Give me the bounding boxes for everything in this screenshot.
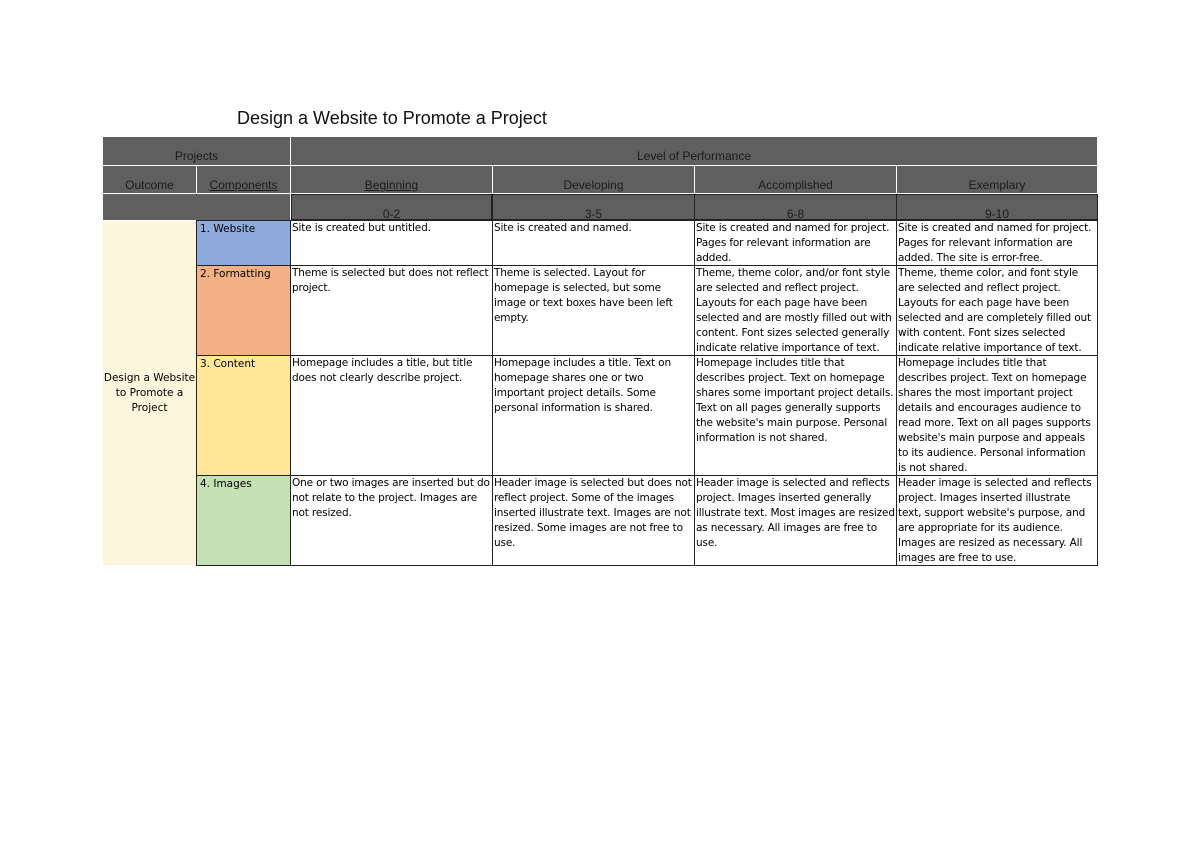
range-developing-label: 3-5	[584, 207, 603, 220]
website-beginning-text: Site is created but untitled.	[292, 222, 431, 234]
content-exemplary-text: Homepage includes title that describes project. Text on homepage shares the most important project details and encourages audience to read more. Text on all pages supports website's main purpose and appeals to its audience. Personal information is not shared.	[898, 357, 1091, 474]
page-title: Design a Website to Promote a Project	[237, 108, 547, 128]
component-content	[196, 355, 292, 476]
level-of-performance-header	[291, 137, 1097, 165]
formatting-exemplary-cell	[896, 265, 1098, 356]
content-exemplary-cell	[896, 355, 1098, 476]
outcome-cell	[103, 221, 196, 565]
website-developing-text: Site is created and named.	[494, 222, 632, 234]
range-developing	[492, 194, 695, 220]
projects-header-label: Projects	[174, 149, 219, 163]
component-images	[196, 475, 292, 566]
images-developing-text: Header image is selected but does not reflect project. Some of the images inserted illustrate text. Images are not resized. Some images are not free to use.	[494, 477, 692, 549]
level-exemplary-header	[897, 166, 1097, 193]
component-images-label: 4. Images	[200, 478, 252, 490]
component-formatting	[196, 265, 292, 356]
component-website	[196, 220, 292, 266]
range-header-blank	[103, 194, 290, 220]
images-exemplary-text: Header image is selected and reflects project. Images inserted illustrate text, support website's purpose, and are appropriate for its audience. Images are resized as necessary. All images are free to use.	[898, 477, 1092, 564]
level-developing-label: Developing	[563, 178, 624, 192]
range-exemplary	[896, 194, 1098, 220]
website-beginning-cell	[290, 220, 493, 266]
level-beginning-header	[291, 166, 492, 193]
range-accomplished-label: 6-8	[786, 207, 805, 220]
images-exemplary-cell	[896, 475, 1098, 566]
component-website-label: 1. Website	[200, 223, 256, 235]
level-accomplished-header	[695, 166, 896, 193]
components-header	[197, 166, 290, 193]
website-accomplished-text: Site is created and named for project. Pages for relevant information are added.	[696, 222, 890, 264]
component-formatting-label: 2. Formatting	[200, 268, 271, 280]
outcome-header-label: Outcome	[125, 178, 174, 192]
components-header-label: Components	[209, 178, 278, 192]
content-accomplished-text: Homepage includes title that describes project. Text on homepage shares some important project details. Text on all pages generally supports the website's main purpose. Personal information is not shared.	[696, 357, 894, 444]
website-developing-cell	[492, 220, 695, 266]
level-exemplary-label: Exemplary	[968, 178, 1026, 192]
images-beginning-text: One or two images are inserted but do not relate to the project. Images are not resized.	[292, 477, 490, 519]
range-exemplary-label: 9-10	[984, 207, 1010, 220]
level-developing-header	[493, 166, 694, 193]
formatting-accomplished-cell	[694, 265, 897, 356]
formatting-beginning-cell	[290, 265, 493, 356]
outcome-text: Design a Website to Promote a Project	[103, 371, 196, 414]
content-beginning-text: Homepage includes a title, but title does not clearly describe project.	[292, 357, 473, 384]
formatting-accomplished-text: Theme, theme color, and/or font style are selected and reflect project. Layouts for each page have been selected and are mostly filled out with content. Font sizes selected generally indicate relative importance of text.	[696, 267, 892, 354]
level-beginning-label: Beginning	[364, 178, 419, 192]
content-accomplished-cell	[694, 355, 897, 476]
website-exemplary-cell	[896, 220, 1098, 266]
content-developing-text: Homepage includes a title. Text on homepage shares one or two important project details. Some personal information is shared.	[494, 357, 671, 414]
projects-header	[103, 137, 290, 165]
images-developing-cell	[492, 475, 695, 566]
range-beginning-label: 0-2	[382, 207, 401, 220]
images-accomplished-cell	[694, 475, 897, 566]
website-exemplary-text: Site is created and named for project. Pages for relevant information are added. The site is error-free.	[898, 222, 1092, 264]
images-accomplished-text: Header image is selected and reflects project. Images inserted generally illustrate text. Most images are resized as necessary. All images are free to use.	[696, 477, 895, 549]
range-accomplished	[694, 194, 897, 220]
formatting-beginning-text: Theme is selected but does not reflect project.	[292, 267, 489, 294]
content-developing-cell	[492, 355, 695, 476]
images-beginning-cell	[290, 475, 493, 566]
content-beginning-cell	[290, 355, 493, 476]
formatting-exemplary-text: Theme, theme color, and font style are selected and reflect project. Layouts for each page have been selected and are completely filled out with content. Font sizes selected indicate relative importance of text.	[898, 267, 1091, 354]
level-accomplished-label: Accomplished	[758, 178, 833, 192]
outcome-header	[103, 166, 196, 193]
range-beginning	[291, 194, 492, 220]
formatting-developing-text: Theme is selected. Layout for homepage is selected, but some image or text boxes have been left empty.	[494, 267, 673, 324]
website-accomplished-cell	[694, 220, 897, 266]
component-content-label: 3. Content	[200, 358, 256, 370]
level-of-performance-label: Level of Performance	[636, 149, 752, 163]
formatting-developing-cell	[492, 265, 695, 356]
